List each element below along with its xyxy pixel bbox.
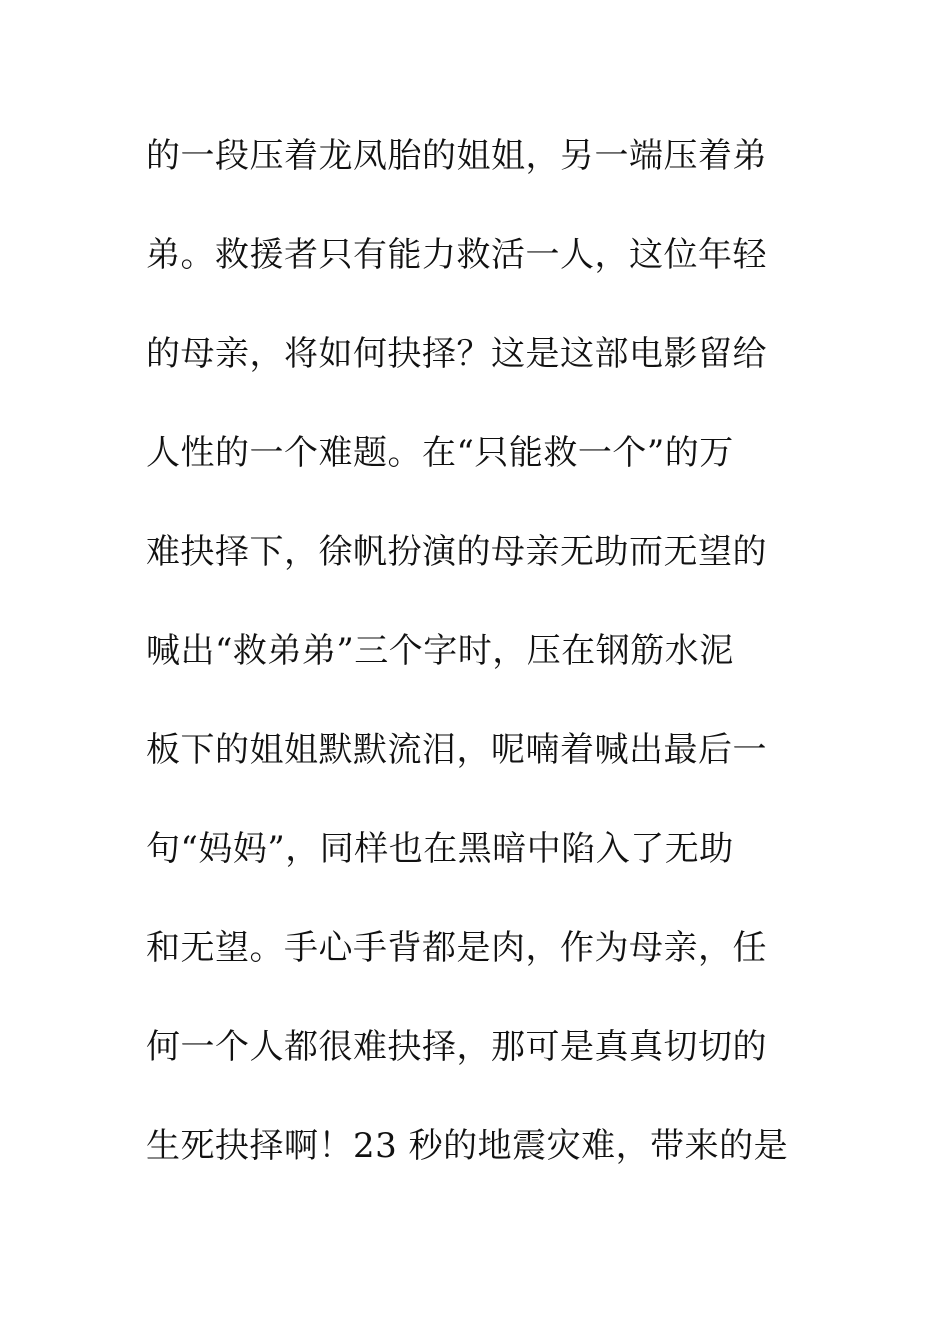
text-line: 喊出“救弟弟”三个字时，压在钢筋水泥 <box>146 631 734 671</box>
text-line: 的一段压着龙凤胎的姐姐，另一端压着弟 <box>146 136 767 176</box>
text-line: 难抉择下，徐帆扮演的母亲无助而无望的 <box>146 532 767 572</box>
body-text <box>146 126 826 1215</box>
text-line: 和无望。手心手背都是肉，作为母亲，任 <box>146 928 767 968</box>
text-line: 人性的一个难题。在“只能救一个”的万 <box>146 433 734 473</box>
text-line: 弟。救援者只有能力救活一人，这位年轻 <box>146 235 767 275</box>
text-line: 生死抉择啊！23 秒的地震灾难，带来的是 <box>146 1126 789 1166</box>
text-line: 句“妈妈”，同样也在黑暗中陷入了无助 <box>146 829 734 869</box>
text-line: 何一个人都很难抉择，那可是真真切切的 <box>146 1027 767 1067</box>
text-line: 板下的姐姐默默流泪，呢喃着喊出最后一 <box>146 730 767 770</box>
text-line: 的母亲，将如何抉择？这是这部电影留给 <box>146 334 767 374</box>
